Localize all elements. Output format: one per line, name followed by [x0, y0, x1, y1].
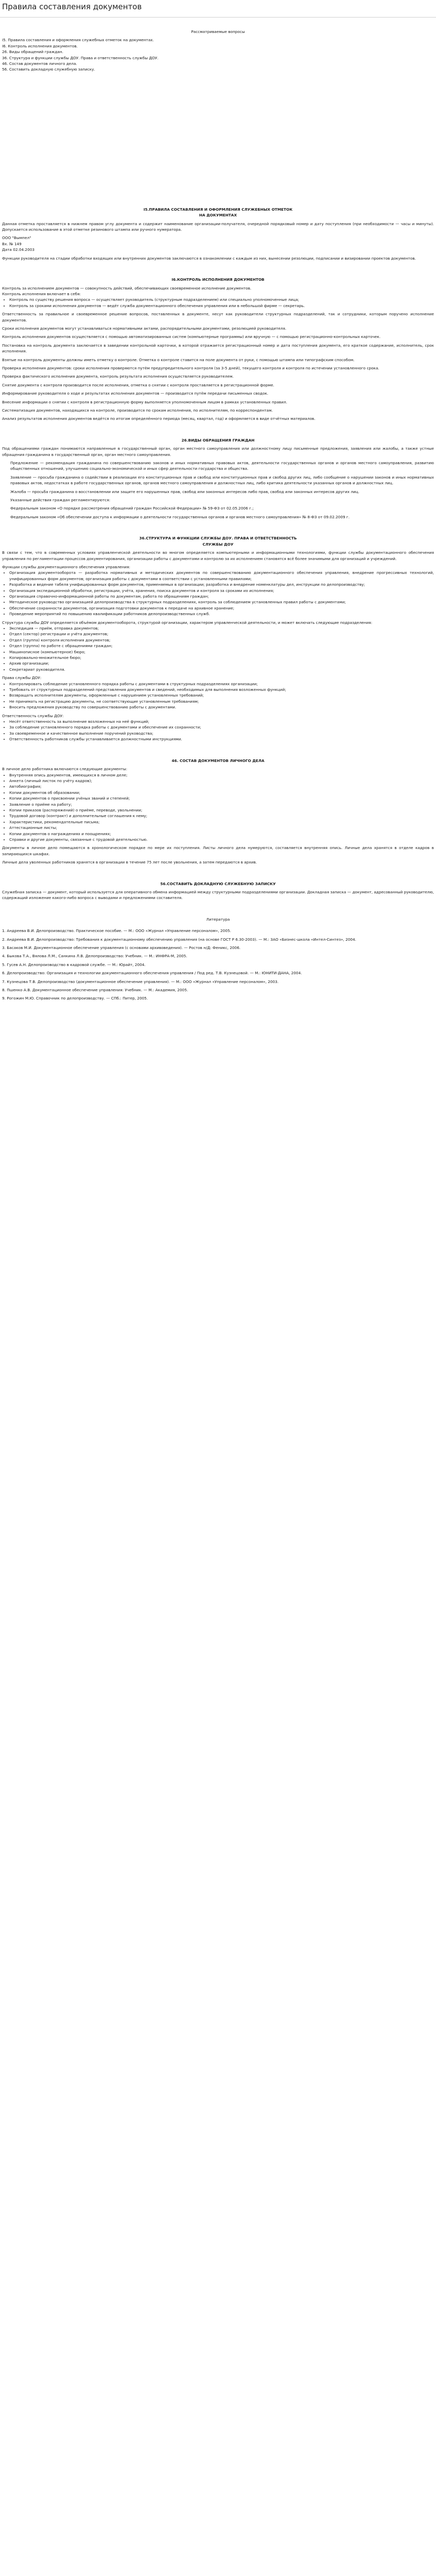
paragraph: Функции руководителя на стадии обработки входящих или внутренних документов заключаются в ознакомлении с каждым из них, вынесении резолюции, подписании и визировании проектов документов.	[2, 256, 416, 261]
bullet-list	[2, 772, 434, 843]
paragraph: Права службы ДОУ:	[2, 675, 42, 681]
list-item: • Копии документов об образовании;	[9, 790, 434, 795]
bullet-list	[2, 297, 434, 309]
list-item: • Отдел (группа) контроля исполнения документов;	[9, 637, 434, 643]
list-item: • Характеристики, рекомендательные письма;	[9, 819, 434, 825]
list-item: • Обеспечение сохранности документов, организация подготовки документов к передаче на архивное хранение;	[9, 605, 434, 611]
list-item: • Ответственность работников службы устанавливается должностными инструкциями.	[9, 736, 434, 742]
list-item: • Секретариат руководителя.	[9, 667, 434, 672]
paragraph: Функции службы документационного обеспечения управления:	[2, 564, 130, 569]
list-item: • Организация экспедиционной обработки, регистрации, учёта, хранения, поиска документов и контроля за сроками их исполнения;	[9, 588, 434, 594]
paragraph: Анализ результатов исполнения документов ведётся по итогам определённого периода (месяц, квартал, год) и оформляется в виде отчётных материалов.	[2, 416, 316, 421]
bullet-list	[2, 681, 434, 710]
list-item: • Анкета (личный листок по учёту кадров);	[9, 778, 434, 784]
paragraph: Систематизация документов, находящихся на контроле, производится по срокам исполнения, по исполнителям, по корреспондентам.	[2, 408, 273, 413]
paragraph: Информирование руководителя о ходе и результатах исполнения документов — производится путём передачи письменных сводок.	[2, 391, 269, 396]
list-item: • Контроль по существу решения вопроса — осуществляет руководитель (структурным подразделением) или специально уполномоченные лица;	[9, 297, 434, 302]
paragraph: Постановка на контроль документа заключается в заведении контрольной карточки, в которой отражается регистрационный номер и дата поступления документа, его краткое содержание, исполнитель, срок исполнения.	[2, 343, 434, 354]
list-item: • Организация документооборота — разработка нормативных и методических документов по совершенствованию документационного обеспечения управления, внедрение прогрессивных технологий, унифицированных форм документов; организация работы с документами в соответствии с установленными правилами;	[9, 570, 434, 582]
toc-heading: Рассматриваемые вопросы	[191, 29, 245, 34]
paragraph: Снятие документа с контроля производится после исполнения, отметка о снятии с контроля проставляется в регистрационной форме.	[2, 382, 274, 387]
list-item: • Автобиография;	[9, 784, 434, 789]
stamp-line: Дата 02.04.2003	[2, 247, 34, 252]
list-item: • Отдел (группа) по работе с обращениями граждан;	[9, 643, 434, 649]
stamp-line: Вх. № 149	[2, 241, 22, 246]
paragraph: Взятые на контроль документы должны иметь отметку о контроле. Отметка о контроле ставится на поле документа от руки, с помощью штампа или типографским способом.	[2, 357, 355, 362]
paragraph: Ответственность службы ДОУ:	[2, 713, 64, 718]
paragraph: Структура службы ДОУ определяется объёмом документооборота, структурой организации, характером управленческой деятельности, и может включать следующие подразделения:	[2, 620, 373, 625]
list-item: • Вносить предложения руководству по совершенствованию работы с документами.	[9, 704, 434, 710]
list-item: • Контроль за сроками исполнения документов — ведёт служба документационного обеспечения управления или в небольшой фирме — секретарь.	[9, 303, 434, 309]
list-item: • Разработка и ведение табеля унифицированных форм документов, применяемых в организации; разработка и внедрение номенклатуры дел, инструкции по делопроизводству;	[9, 582, 434, 587]
reference-item: 2. Андреева В.И. Делопроизводство: Требования к документационному обеспечению управления (на основе ГОСТ Р 6.30-2003). — М.: ЗАО «Бизнес-школа «Интел-Синтез», 2004.	[2, 937, 356, 942]
paragraph: Заявление — просьба гражданина о содействии в реализации его конституционных прав и свобод или конституционных прав и свобод других лиц, либо сообщение о нарушении законов и иных нормативных правовых актов, недостатках в работе государственных органов, органов местного самоуправления и должностных лиц, либо критика деятельности указанных органов и должностных лиц.	[10, 474, 434, 486]
bullet-list	[2, 570, 434, 617]
list-item: • За соблюдение установленного порядка работы с документами и обеспечение их сохранности;	[9, 724, 434, 730]
list-item: • Заявление о приёме на работу;	[9, 802, 434, 807]
paragraph: Контроль исполнения документов осуществляется с помощью автоматизированных систем (компьютерные программы) или вручную — с помощью регистрационно-контрольных карточек.	[2, 334, 381, 340]
list-item: • Требовать от структурных подразделений представления документов и сведений, необходимых для выполнения возложенных функций;	[9, 687, 434, 692]
section-heading: 46. СОСТАВ ДОКУМЕНТОВ ЛИЧНОГО ДЕЛА	[171, 758, 265, 763]
paragraph: Контроль исполнения включает в себя:	[2, 291, 81, 296]
references-heading: Литература	[206, 917, 230, 922]
list-item: • Справки и другие документы, связанные с трудовой деятельностью.	[9, 837, 434, 842]
list-item: • Несёт ответственность за выполнение возложенных на неё функций;	[9, 719, 434, 724]
document-page	[0, 0, 436, 1002]
section-heading: I5.ПРАВИЛА СОСТАВЛЕНИЯ И ОФОРМЛЕНИЯ СЛУЖЕБНЫХ ОТМЕТОК	[143, 207, 293, 212]
toc-item: I5. Правила составления и оформления служебных отметок на документах.	[2, 38, 154, 43]
list-item: • Организация справочно-информационной работы по документам, работа по обращениям граждан;	[9, 594, 434, 599]
section-heading: 56.СОСТАВИТЬ ДОКЛАДНУЮ СЛУЖЕБНУЮ ЗАПИСКУ	[160, 881, 276, 886]
paragraph: Жалоба — просьба гражданина о восстановлении или защите его нарушенных прав, свобод или законных интересов либо прав, свобод или законных интересов других лиц.	[10, 489, 360, 494]
section-heading: 26.ВИДЫ ОБРАЩЕНИЯ ГРАЖДАН	[181, 437, 255, 443]
reference-item: 9. Рогожин М.Ю. Справочник по делопроизводству. — СПб.: Питер, 2005.	[2, 996, 148, 1001]
paragraph: Служебная записка — документ, который используется для оперативного обмена информацией между структурными подразделениями организации. Докладная записка — документ, адресованный руководителю, содержащий изложение какого-либо вопроса с выводами и предложениями составителя.	[2, 890, 434, 901]
list-item: • Возвращать исполнителям документы, оформленные с нарушением установленных требований;	[9, 692, 434, 698]
paragraph: Документы в личное дело помещаются в хронологическом порядке по мере их поступления. Листы личного дела нумеруются, составляется внутренняя опись. Личные дела хранятся в отделе кадров в запирающихся шкафах.	[2, 845, 434, 856]
paragraph: Федеральным законом «О порядке рассмотрения обращений граждан Российской Федерации» № 59-ФЗ от 02.05.2006 г.;	[10, 506, 254, 511]
list-item: • Копии документов о награждениях и поощрениях;	[9, 831, 434, 837]
list-item: • Копии приказов (распоряжений) о приёме, переводе, увольнении;	[9, 807, 434, 813]
list-item: • Методическое руководство организацией делопроизводства в структурных подразделениях, контроль за соблюдением установленных правил работы с документами;	[9, 599, 434, 605]
document-body	[0, 18, 436, 1002]
reference-item: 6. Делопроизводство: Организация и технологии документационного обеспечения управления / Под ред. Т.В. Кузнецовой. — М.: ЮНИТИ-ДАНА, 2004.	[2, 971, 302, 976]
list-item: • За своевременное и качественное выполнение поручений руководства;	[9, 731, 434, 736]
paragraph: Личные дела уволенных работников хранятся в организации в течение 75 лет после увольнения, а затем передаются в архив.	[2, 860, 257, 865]
bullet-list	[2, 625, 434, 672]
reference-item: 8. Пшенко А.В. Документационное обеспечение управления: Учебник. — М.: Академия, 2005.	[2, 988, 188, 993]
page-title: Правила составления документов	[2, 2, 142, 11]
reference-item: 1. Андреева В.И. Делопроизводство. Практическое пособие. — М.: ООО «Журнал «Управление персоналом», 2005.	[2, 928, 231, 934]
list-item: • Экспедиция — приём, отправка документов;	[9, 625, 434, 631]
paragraph: Данная отметка проставляется в нижнем правом углу документа и содержит наименование организации-получателя, очередной порядковый номер и дату поступления (при необходимости — часы и минуты). Допускается использование в этой отметке резинового штампа или ручного нумератора.	[2, 221, 434, 232]
list-item: • Контролировать соблюдение установленного порядка работы с документами в структурных подразделениях организации;	[9, 681, 434, 687]
paragraph: Федеральным законом «Об обеспечении доступа к информации о деятельности государственных органов и органов местного самоуправления» № 8-ФЗ от 09.02.2009 г.	[10, 514, 350, 519]
toc-item: I6. Контроль исполнения документов.	[2, 43, 78, 48]
list-item: • Копии документов о присвоении учёных званий и степеней;	[9, 795, 434, 801]
paragraph: Под обращениями граждан понимаются направленные в государственный орган, орган местного самоуправления или должностному лицу письменные предложения, заявления или жалобы, а также устные обращения гражданина в государственный орган, орган местного самоуправления.	[2, 446, 434, 457]
paragraph: В связи с тем, что в современных условиях управленческой деятельности во многом определяется компьютерными и информационными технологиями, функции службы документационного обеспечения управления по регламентации процессов документирования, организации работы с документами и контролю за их исполнением становятся всё более значимыми для организаций и учреждений.	[2, 550, 434, 561]
list-item: • Трудовой договор (контракт) и дополнительные соглашения к нему;	[9, 813, 434, 819]
list-item: • Аттестационные листы;	[9, 825, 434, 831]
list-item: • Отдел (сектор) регистрации и учёта документов;	[9, 631, 434, 637]
toc-item: 26. Виды обращений граждан.	[2, 49, 63, 55]
references	[2, 917, 434, 1002]
toc-item: 56. Составить докладную служебную записку.	[2, 67, 95, 72]
paragraph: Сроки исполнения документов могут устанавливаться нормативными актами, распорядительными документами, резолюцией руководителя.	[2, 326, 287, 331]
paragraph: Проверка исполнения документов: сроки исполнения проверяются путём предупредительного контроля (за 3-5 дней), текущего контроля и контроля по истечении установленного срока.	[2, 365, 379, 370]
list-item: • Внутренняя опись документов, имеющихся в личном деле;	[9, 772, 434, 778]
paragraph: Указанные действия граждан регламентируются:	[10, 498, 111, 503]
paragraph: В личное дело работника включаются следующие документы:	[2, 767, 128, 772]
reference-item: 3. Басаков М.И. Документационное обеспечение управления (с основами архивоведения). — Ростов н/Д: Феникс, 2006.	[2, 945, 241, 951]
section-heading: 36.СТРУКТУРА И ФУНКЦИИ СЛУЖБЫ ДОУ. ПРАВА И ОТВЕТСТВЕННОСТЬ	[139, 536, 297, 541]
stamp-line: ООО "Вымпел"	[2, 235, 31, 241]
reference-item: 4. Быкова Т.А., Вялова Л.М., Санкина Л.В. Делопроизводство: Учебник. — М.: ИНФРА-М, 2005.	[2, 954, 187, 959]
paragraph: Проверка фактического исполнения документа, контроль результата исполнения осуществляется руководителем.	[2, 374, 234, 379]
section-heading: I6.КОНТРОЛЬ ИСПОЛНЕНИЯ ДОКУМЕНТОВ	[171, 277, 265, 282]
section-heading: СЛУЖБЫ ДОУ	[202, 541, 234, 547]
reference-item: 5. Гусев А.Н. Делопроизводство в кадровой службе. — М.: Юрайт, 2004.	[2, 962, 146, 967]
bullet-list	[2, 719, 434, 742]
paragraph: Контроль за исполнением документов — совокупность действий, обеспечивающих своевременное исполнение документов.	[2, 285, 252, 291]
list-item: • Архив организации;	[9, 660, 434, 666]
reference-item: 7. Кузнецова Т.В. Делопроизводство (документационное обеспечение управления). — М.: ООО «Журнал «Управление персоналом», 2003.	[2, 979, 279, 984]
paragraph: Предложение — рекомендация гражданина по совершенствованию законов и иных нормативных правовых актов, деятельности государственных органов и органов местного самоуправления, развитию общественных отношений, улучшению социально-экономической и иных сфер деятельности государства и общества.	[10, 461, 434, 471]
paragraph: Ответственность за правильное и своевременное решение вопросов, поставленных в документе, несут как руководители структурных подразделений, так и сотрудники, которым поручено исполнение документов.	[2, 312, 434, 323]
list-item: • Не принимать на регистрацию документы, не соответствующие установленным требованиям;	[9, 699, 434, 704]
list-item: • Машинописное (компьютерное) бюро;	[9, 649, 434, 655]
toc-item: 36. Структура и функции службы ДОУ. Права и ответственность службы ДОУ.	[2, 55, 159, 60]
list-item: • Копировально-множительное бюро;	[9, 655, 434, 660]
paragraph: Внесение информации о снятии с контроля в регистрационную форму выполняется уполномоченным лицом в рамках установленных правил.	[2, 399, 287, 404]
list-item: • Проведение мероприятий по повышению квалификации работников делопроизводственных служб.	[9, 611, 434, 617]
section-heading: НА ДОКУМЕНТАХ	[199, 213, 237, 218]
toc-item: 46. Состав документов личного дела.	[2, 61, 77, 66]
